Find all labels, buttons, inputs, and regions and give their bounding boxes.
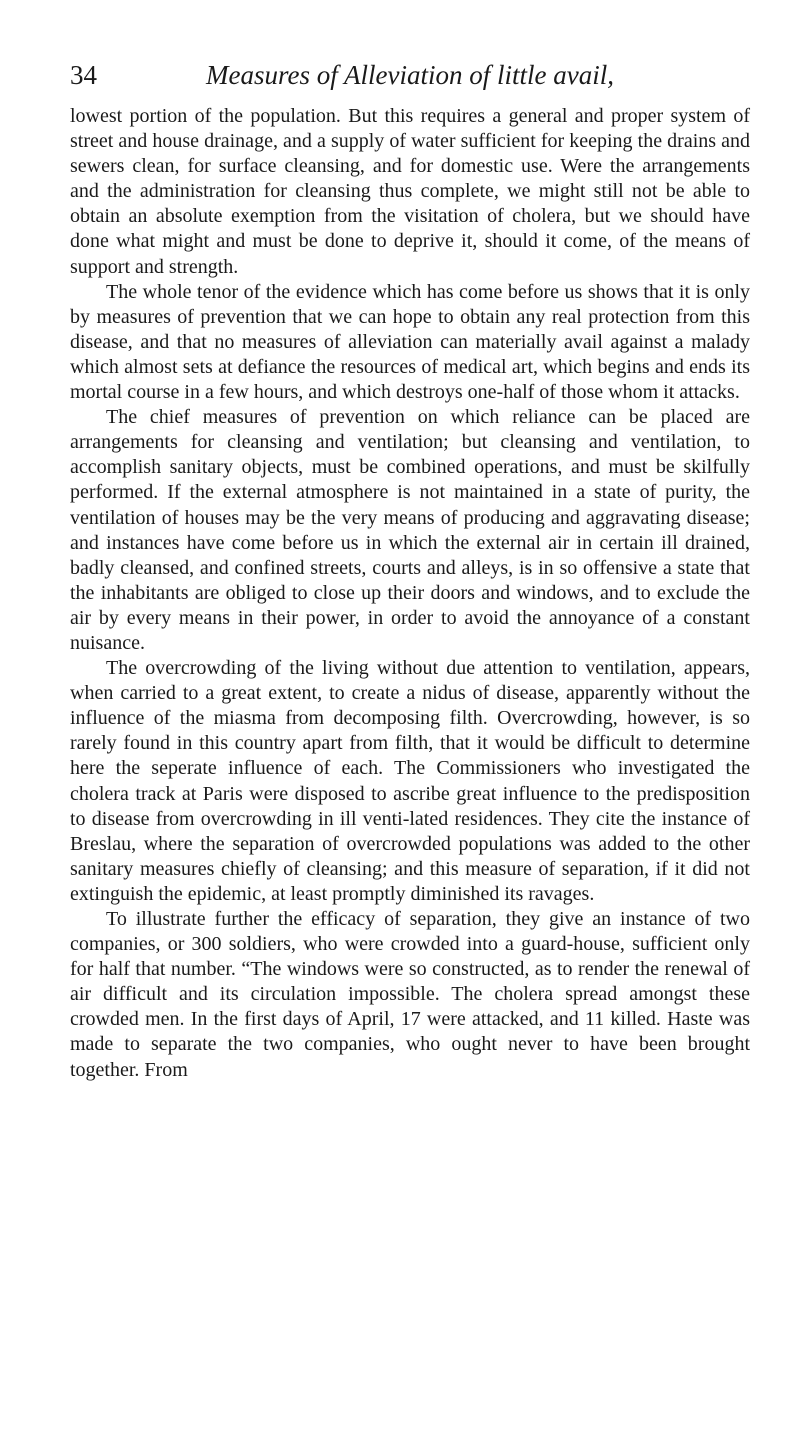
paragraph-continued: lowest portion of the population. But this requires a general and proper system of street and house drainage, and a supply of water sufficient for keeping the drains and sewers clean, for surface cleansing, and for domestic use. Were the arrangements and the administration for cleansing thus complete, we might still not be able to obtain an absolute exemption from the visitation of cholera, but we should have done what might and must be done to deprive it, should it come, of the means of support and strength. xyxy=(70,105,750,278)
paragraph: To illustrate further the efficacy of separation, they give an instance of two companies, or 300 soldiers, who were crowded into a guard-house, sufficient only for half that number. “The windows were so constructed, as to render the renewal of air difficult and its circulation impossible. The cholera spread amongst these crowded men. In the first days of April, 17 were attacked, and 11 killed. Haste was made to separate the two companies, who ought never to have been brought together. From xyxy=(70,908,750,1081)
page-number: 34 xyxy=(70,60,97,90)
paragraph: The whole tenor of the evidence which has come before us shows that it is only by measures of prevention that we can hope to obtain any real protection from this disease, and that no measures of alleviation can materially avail against a malady which almost sets at defiance the resources of medical art, which begins and ends its mortal course in a few hours, and which destroys one-half of those whom it attacks. xyxy=(70,280,750,404)
body-text xyxy=(70,104,750,1083)
running-head: Measures of Alleviation of little avail, xyxy=(206,60,614,90)
paragraph: The overcrowding of the living without due attention to ventilation, appears, when carried to a great extent, to create a nidus of disease, apparently without the influence of the miasma from decomposing filth. Overcrowding, however, is so rarely found in this country apart from filth, that it would be difficult to determine here the seperate influence of each. The Commissioners who investigated the cholera track at Paris were disposed to ascribe great influence to the predisposition to disease from overcrowding in ill venti-lated residences. They cite the instance of Breslau, where the separation of overcrowded populations was added to the other sanitary measures chiefly of cleansing; and this measure of separation, if it did not extinguish the epidemic, at least promptly diminished its ravages. xyxy=(70,657,750,905)
paragraph: The chief measures of prevention on which reliance can be placed are arrangements for cleansing and ventilation; but cleansing and ventilation, to accomplish sanitary objects, must be combined operations, and must be skilfully performed. If the external atmosphere is not maintained in a state of purity, the ventilation of houses may be the very means of producing and aggravating disease; and instances have come before us in which the external air in certain ill drained, badly cleansed, and confined streets, courts and alleys, is in so offensive a state that the inhabitants are obliged to close up their doors and windows, and to exclude the air by every means in their power, in order to avoid the annoyance of a constant nuisance. xyxy=(70,406,750,654)
page-header xyxy=(70,57,750,97)
